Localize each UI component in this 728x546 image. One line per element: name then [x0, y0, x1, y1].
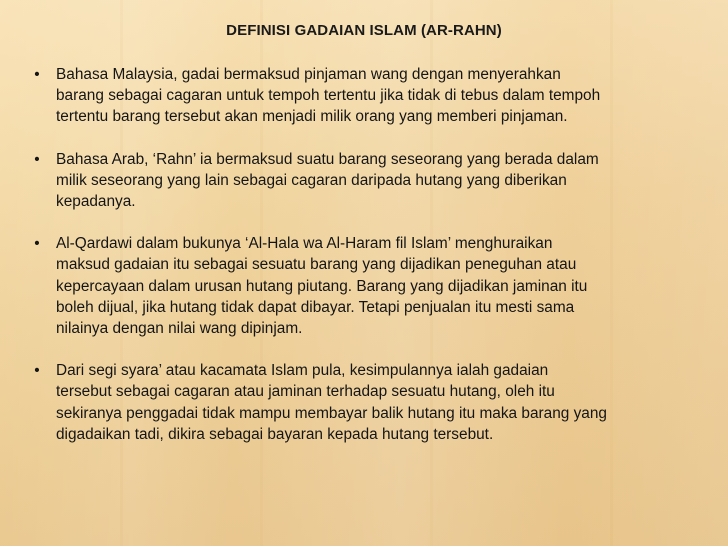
bullet-paragraph-4 — [34, 360, 722, 445]
bullet-icon: • — [34, 362, 40, 380]
text-line: barang sebagai cagaran untuk tempoh tertentu jika tidak di tebus dalam tempoh — [56, 87, 601, 105]
text-line: kepadanya. — [56, 193, 136, 211]
text-line: Bahasa Arab, ‘Rahn’ ia bermaksud suatu barang seseorang yang berada dalam — [56, 150, 599, 168]
text-line: boleh dijual, jika hutang tidak dapat dibayar. Tetapi penjualan itu mesti sama — [56, 298, 575, 316]
bullet-paragraph-1 — [34, 64, 722, 128]
text-line: Bahasa Malaysia, gadai bermaksud pinjaman wang dengan menyerahkan — [56, 66, 561, 83]
text-line: milik seseorang yang lain sebagai cagaran daripada hutang yang diberikan — [56, 171, 567, 189]
text-line: maksud gadaian itu sebagai sesuatu barang yang dijadikan peneguhan atau — [56, 256, 577, 274]
text-line: sekiranya penggadai tidak mampu membayar balik hutang itu maka barang yang — [56, 404, 607, 422]
text-line: tertentu barang tersebut akan menjadi milik orang yang memberi pinjaman. — [56, 108, 568, 126]
text-line: kepercayaan dalam urusan hutang piutang. Barang yang dijadikan jaminan itu — [56, 277, 588, 295]
text-line: nilainya dengan nilai wang dipinjam. — [56, 320, 303, 338]
text-line: Dari segi syara’ atau kacamata Islam pula, kesimpulannya ialah gadaian — [56, 362, 549, 380]
text-line: Al-Qardawi dalam bukunya ‘Al-Hala wa Al-Haram fil Islam’ menghuraikan — [56, 235, 553, 253]
bullet-icon: • — [34, 150, 40, 168]
content-body — [34, 64, 722, 466]
bullet-icon: • — [34, 235, 40, 253]
bullet-paragraph-3 — [34, 233, 722, 339]
bullet-icon: • — [34, 66, 40, 83]
text-line: tersebut sebagai cagaran atau jaminan terhadap sesuatu hutang, oleh itu — [56, 383, 555, 401]
slide-title: DEFINISI GADAIAN ISLAM (AR-RAHN) — [226, 22, 502, 39]
text-line: digadaikan tadi, dikira sebagai bayaran kepada hutang tersebut. — [56, 425, 494, 443]
bullet-paragraph-2 — [34, 149, 722, 213]
